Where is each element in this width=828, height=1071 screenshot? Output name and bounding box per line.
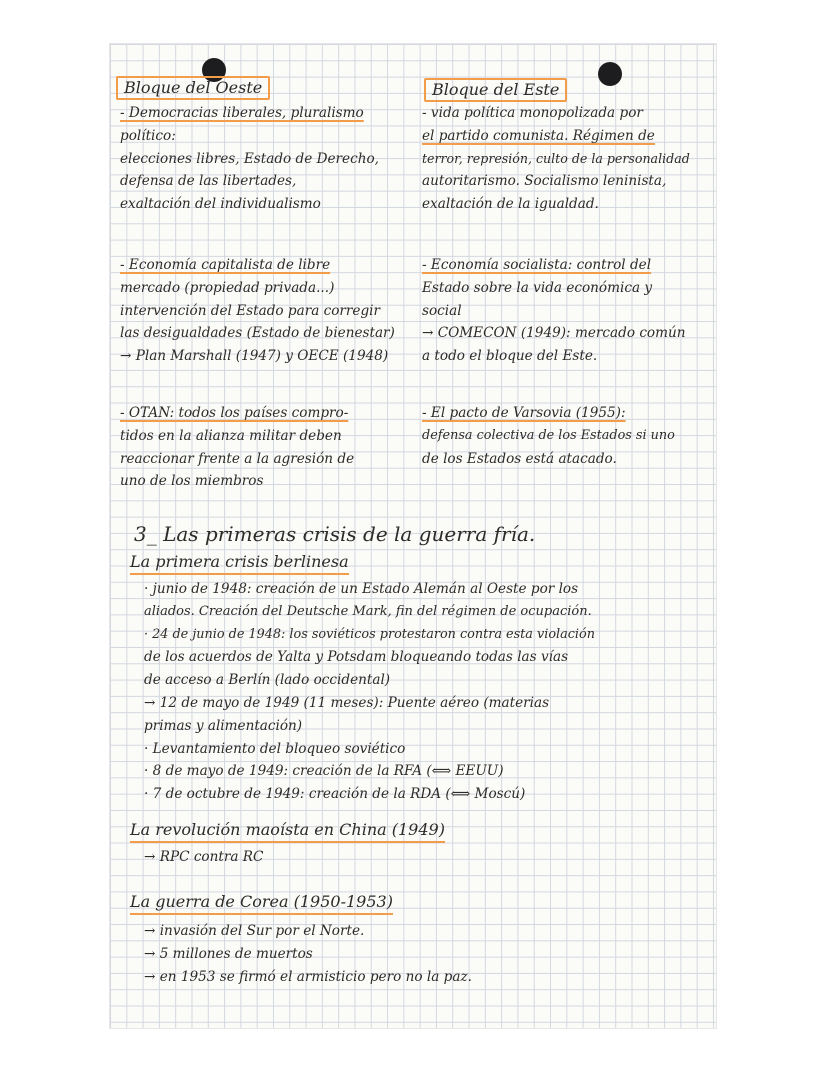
este-p2-line: Estado sobre la vida económica y <box>422 279 653 296</box>
berlin-line: de acceso a Berlín (lado occidental) <box>144 672 391 689</box>
este-p2-line: → COMECON (1949): mercado común <box>422 325 686 342</box>
este-p1-line: autoritarismo. Socialismo leninista, <box>422 173 667 190</box>
oeste-p1-line: político: <box>120 127 176 144</box>
este-p2-line: social <box>422 302 462 319</box>
berlin-line: · junio de 1948: creación de un Estado Alemán al Oeste por los <box>144 581 579 597</box>
oeste-p2-line: las desigualdades (Estado de bienestar) <box>120 325 395 342</box>
este-title: Bloque del Este <box>424 78 567 102</box>
china-list <box>144 846 263 869</box>
oeste-p3-line: uno de los miembros <box>120 473 264 490</box>
berlin-line: primas y alimentación) <box>144 717 303 734</box>
oeste-p1-line: elecciones libres, Estado de Derecho, <box>120 150 379 167</box>
oeste-p2-line: mercado (propiedad privada...) <box>120 279 335 296</box>
este-p3-line: defensa colectiva de los Estados si uno <box>422 427 675 443</box>
corea-line: → invasión del Sur por el Norte. <box>144 923 365 939</box>
berlin-title: La primera crisis berlinesa <box>130 552 349 575</box>
oeste-p3-line: reaccionar frente a la agresión de <box>120 450 355 467</box>
oeste-politica <box>120 102 410 216</box>
berlin-line: → 12 de mayo de 1949 (11 meses): Puente aéreo (materias <box>144 694 550 711</box>
oeste-p2-line: intervención del Estado para corregir <box>120 302 381 319</box>
este-p2-line: - Economía socialista: control del <box>422 257 652 273</box>
este-economia <box>422 254 714 368</box>
oeste-p2-line: → Plan Marshall (1947) y OECE (1948) <box>120 348 389 365</box>
berlin-line: · Levantamiento del bloqueo soviético <box>144 740 406 757</box>
china-title: La revolución maoísta en China (1949) <box>130 820 445 843</box>
corea-title: La guerra de Corea (1950-1953) <box>130 892 393 915</box>
corea-list <box>144 920 472 988</box>
este-p3-line: - El pacto de Varsovia (1955): <box>422 405 626 421</box>
oeste-title: Bloque del Oeste <box>116 76 270 100</box>
este-p2-line: a todo el bloque del Este. <box>422 348 598 365</box>
oeste-economia <box>120 254 410 368</box>
oeste-p3-line: tidos en la alianza militar deben <box>120 427 342 444</box>
este-pacto <box>422 402 714 470</box>
corea-line: → 5 millones de muertos <box>144 945 313 962</box>
oeste-p1-line: exaltación del individualismo <box>120 196 321 213</box>
section-heading-text: 3_ Las primeras crisis de la guerra fría. <box>134 522 536 546</box>
berlin-line: · 8 de mayo de 1949: creación de la RFA (⟺ EEUU) <box>144 763 504 780</box>
notebook-page <box>110 44 716 1028</box>
oeste-p2-line: - Economía capitalista de libre <box>120 257 331 273</box>
berlin-line: · 7 de octubre de 1949: creación de la RDA (⟺ Moscú) <box>144 786 526 803</box>
este-p1-line: exaltación de la igualdad. <box>422 196 599 213</box>
oeste-otan <box>120 402 410 493</box>
berlin-list <box>144 578 714 806</box>
este-p1-line: el partido comunista. Régimen de <box>422 127 655 144</box>
oeste-p1-line: defensa de las libertades, <box>120 173 297 190</box>
section-heading <box>134 522 535 546</box>
china-line: → RPC contra RC <box>144 849 264 865</box>
este-politica <box>422 102 714 216</box>
berlin-line: aliados. Creación del Deutsche Mark, fin del régimen de ocupación. <box>144 603 592 619</box>
binder-hole-right <box>598 62 622 86</box>
este-p1-line: terror, represión, culto de la personalidad <box>422 150 690 166</box>
oeste-p1-line: - Democracias liberales, pluralismo <box>120 105 364 121</box>
corea-line: → en 1953 se firmó el armisticio pero no la paz. <box>144 968 472 985</box>
este-p1-line: - vida política monopolizada por <box>422 105 643 121</box>
berlin-line: de los acuerdos de Yalta y Potsdam bloqueando todas las vías <box>144 649 569 666</box>
berlin-line: · 24 de junio de 1948: los soviéticos protestaron contra esta violación <box>144 626 595 642</box>
este-p3-line: de los Estados está atacado. <box>422 450 617 467</box>
oeste-p3-line: - OTAN: todos los países compro- <box>120 405 349 421</box>
